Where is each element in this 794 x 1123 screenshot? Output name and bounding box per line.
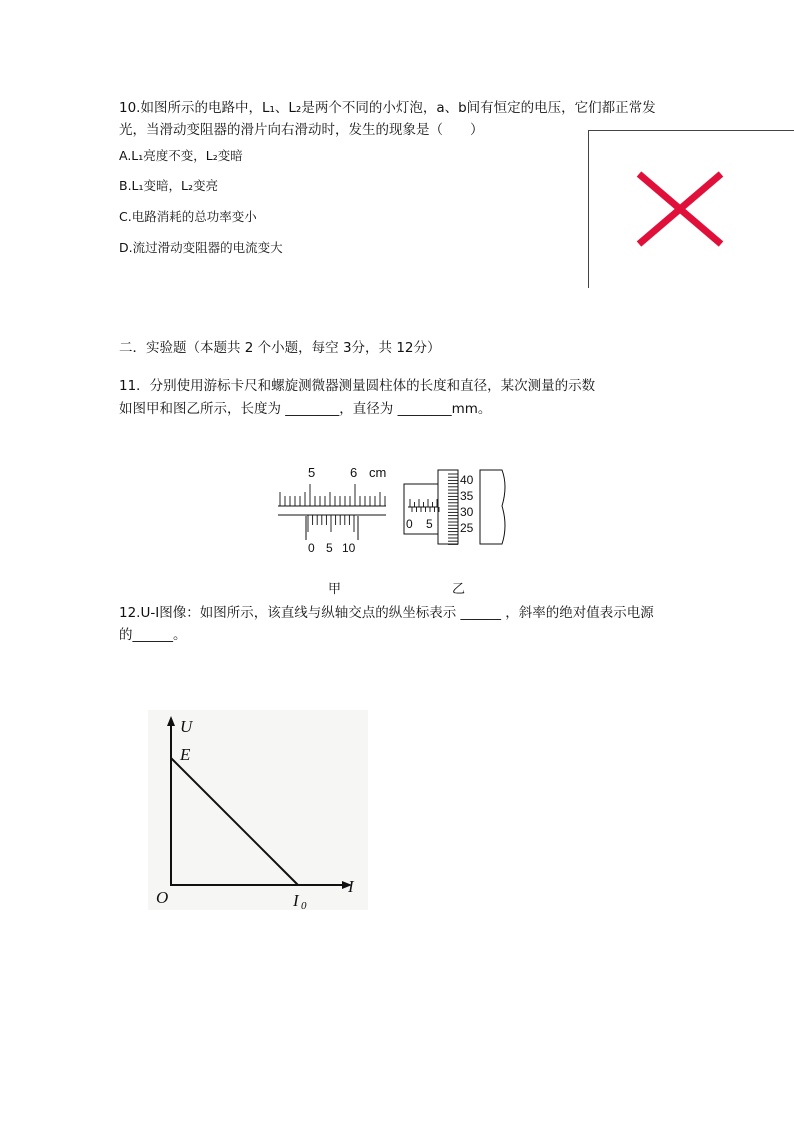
vernier-caliper-figure [274, 462, 394, 557]
q10-line-2: 光，当滑动变阻器的滑片向右滑动时，发生的现象是（ ） [119, 122, 484, 138]
e-intercept-label: E [180, 745, 191, 764]
q10-option-b: B.L₁变暗，L₂变亮 [119, 178, 218, 193]
caliper-main-ticks [280, 484, 385, 506]
broken-image-x-icon [639, 174, 721, 244]
origin-label: O [156, 888, 169, 907]
q11-line-1: 11．分别使用游标卡尺和螺旋测微器测量圆柱体的长度和直径，某次测量的示数 [119, 378, 596, 394]
q12-line-2: 的______。 [119, 627, 187, 643]
broken-image-placeholder [588, 130, 794, 288]
caliper-vernier-ticks [308, 515, 354, 532]
q11-line-2: 如图甲和图乙所示，长度为 ________，直径为 ________mm。 [119, 401, 492, 417]
caliper-vernier-label-10: 10 [342, 541, 356, 555]
i-axis-label: I [348, 877, 354, 896]
q10-option-a: A.L₁亮度不变，L₂变暗 [119, 148, 243, 163]
micrometer-sleeve-label-5: 5 [426, 517, 433, 531]
i0-intercept-subscript: 0 [301, 900, 307, 910]
u-i-graph [148, 710, 368, 910]
i0-intercept-label: I [293, 891, 299, 910]
caption-jia: 甲 [328, 582, 342, 597]
micrometer-figure [402, 466, 518, 552]
caliper-vernier-label-0: 0 [308, 541, 315, 555]
micrometer-sleeve-ticks [410, 499, 439, 512]
micrometer-thimble-ticks [448, 474, 458, 544]
section-2-heading: 二．实验题（本题共 2 个小题，每空 3分，共 12分） [119, 340, 441, 356]
q12-line-1: 12.U-I图像：如图所示，该直线与纵轴交点的纵坐标表示 ______ ，斜率的绝对值表示电源 [119, 605, 654, 621]
caliper-vernier-label-5: 5 [326, 541, 333, 555]
micrometer-thimble-label-40: 40 [460, 473, 474, 487]
caliper-main-label-6: 6 [350, 465, 358, 480]
micrometer-thimble-label-30: 30 [460, 505, 474, 519]
broken-image-frame [588, 130, 794, 288]
micrometer-sleeve-label-0: 0 [406, 517, 413, 531]
caption-yi: 乙 [452, 582, 466, 597]
q10-line-1: 10.如图所示的电路中，L₁、L₂是两个不同的小灯泡，a、b间有恒定的电压，它们都正常发 [119, 100, 656, 116]
micrometer-thimble-label-25: 25 [460, 521, 474, 535]
caliper-main-label-5: 5 [308, 465, 316, 480]
u-axis-label: U [180, 717, 193, 736]
q10-option-d: D.流过滑动变阻器的电流变大 [119, 240, 283, 255]
caliper-unit-label: cm [369, 465, 387, 480]
q10-option-c: C.电路消耗的总功率变小 [119, 209, 257, 224]
micrometer-thimble-label-35: 35 [460, 489, 474, 503]
